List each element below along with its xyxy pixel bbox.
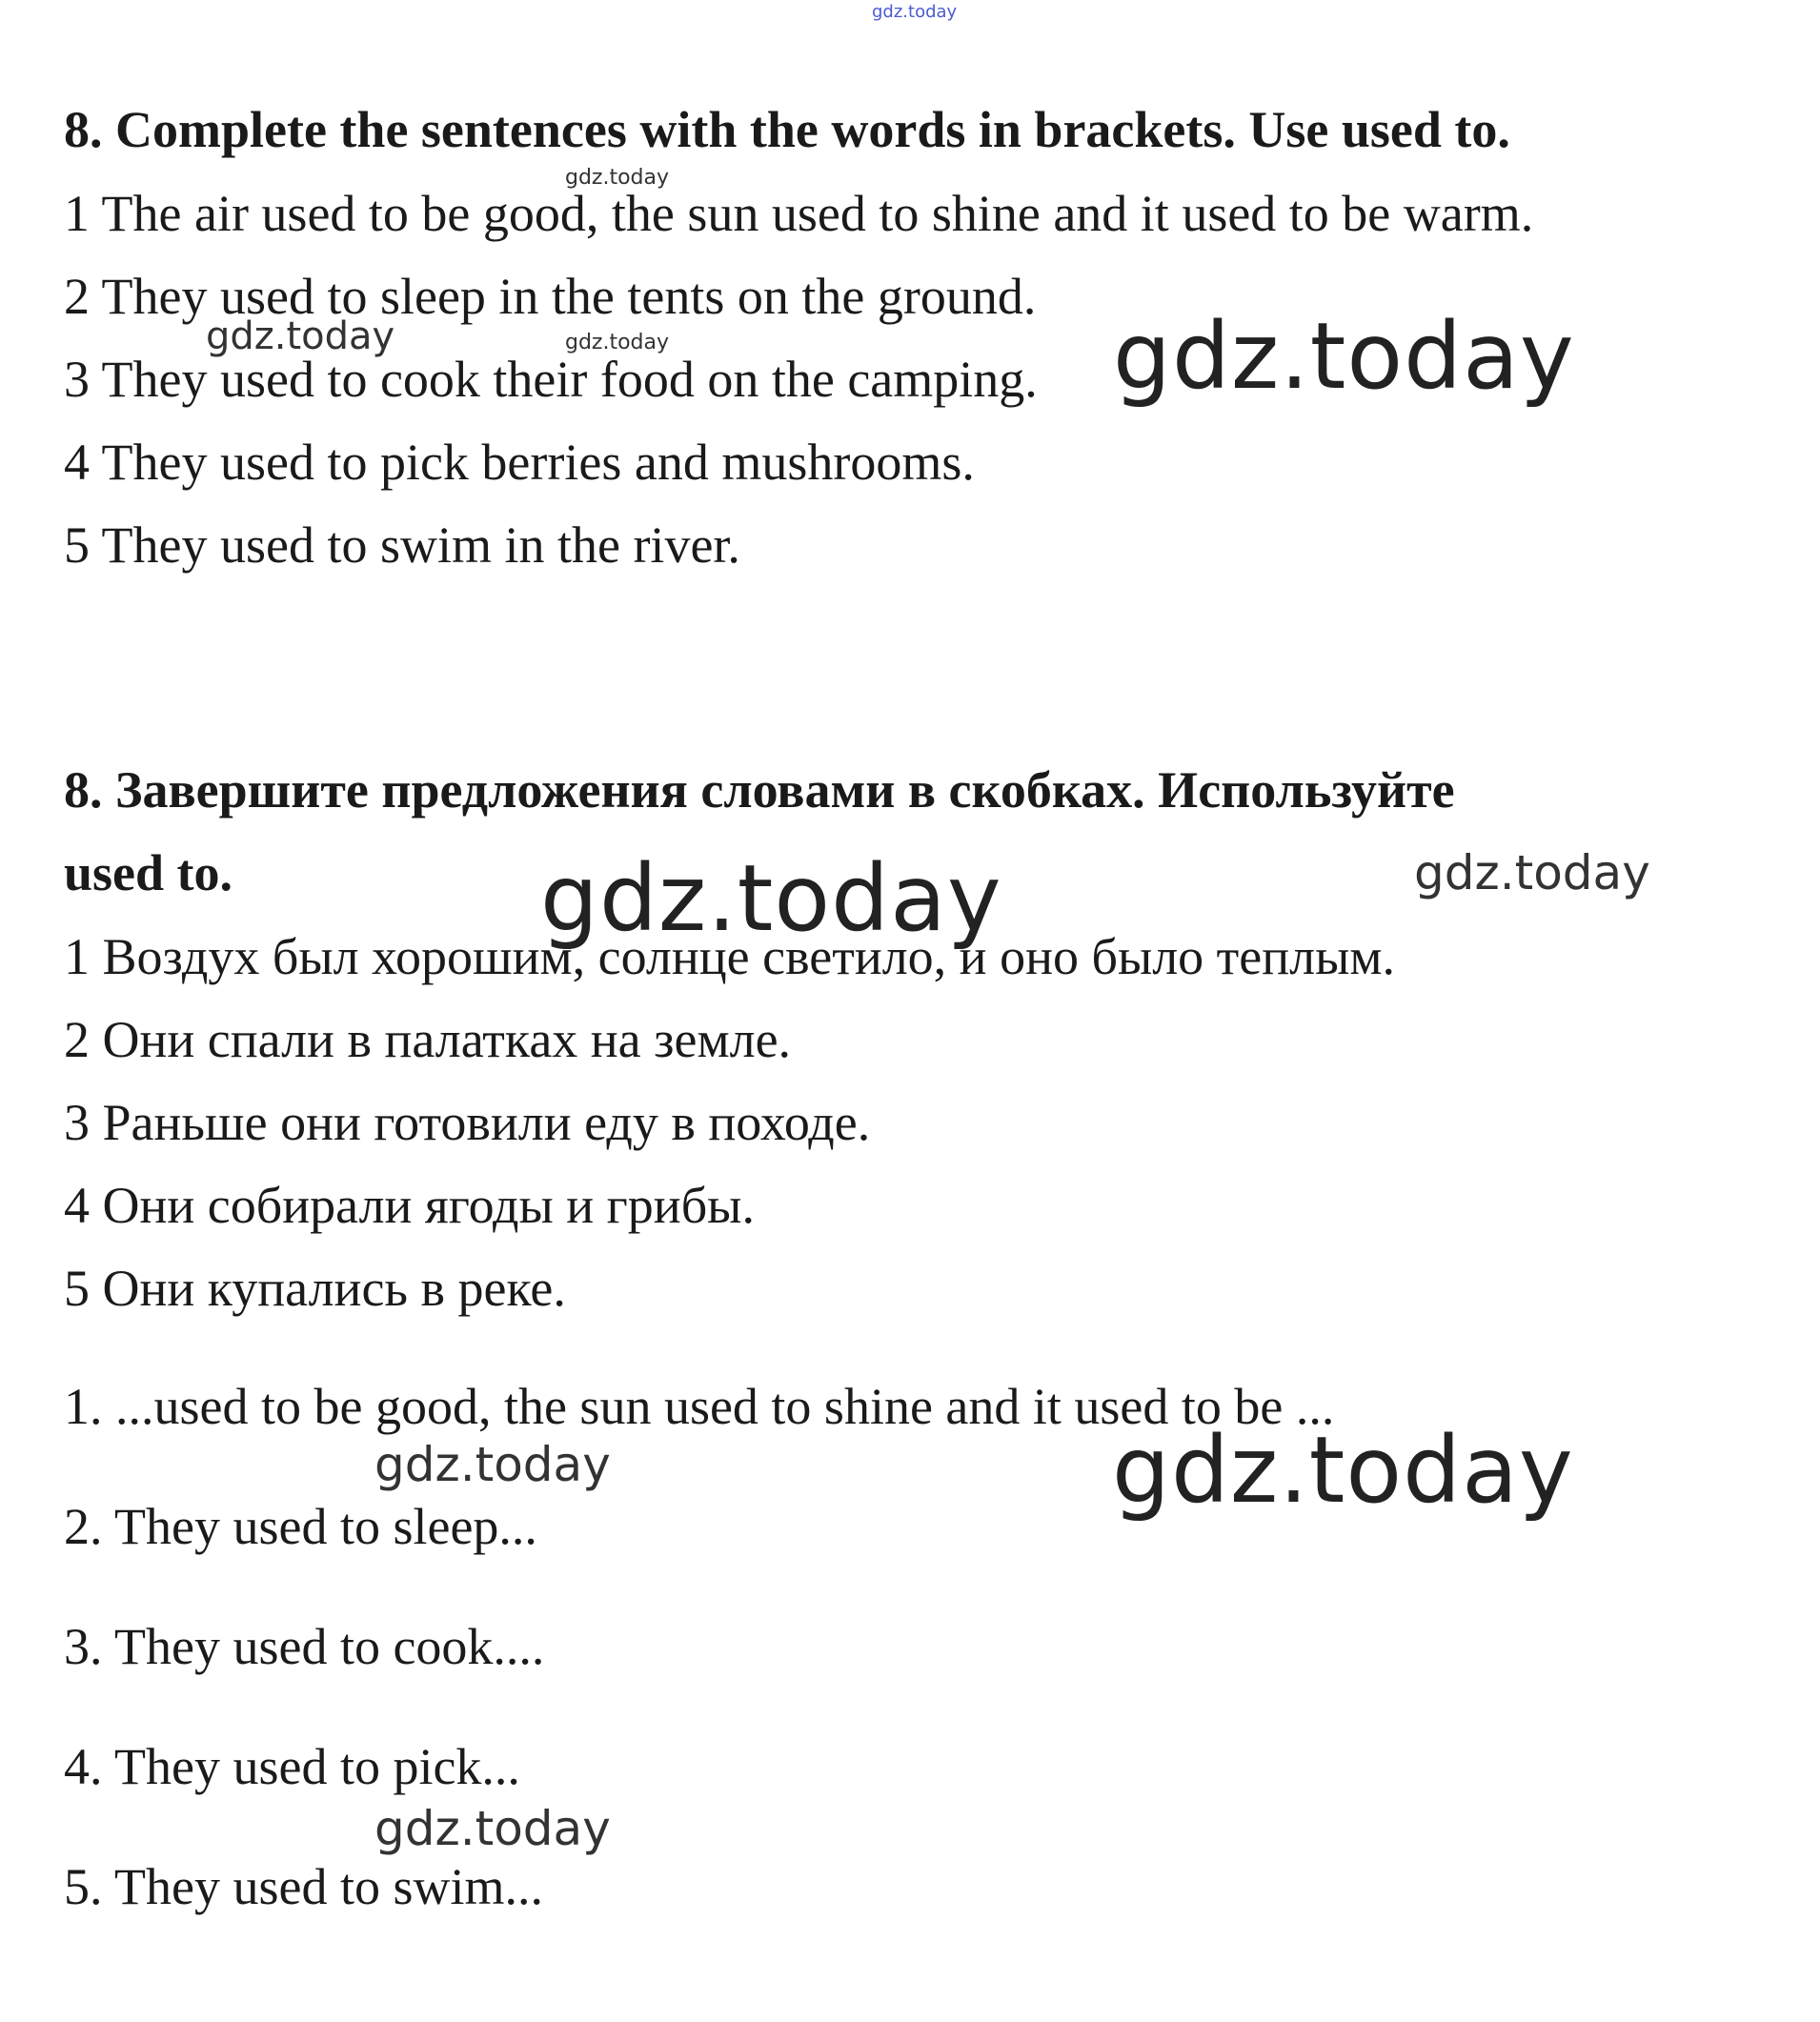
- english-item-4: 4 They used to pick berries and mushrooms.: [64, 434, 975, 491]
- russian-item-2: 2 Они спали в палатках на земле.: [64, 1011, 792, 1068]
- russian-item-3: 3 Раньше они готовили еду в походе.: [64, 1094, 871, 1151]
- watermark-5: gdz.today: [540, 845, 1002, 952]
- watermark-top: gdz.today: [872, 2, 958, 22]
- hint-item-4: 4. They used to pick...: [64, 1738, 520, 1795]
- watermark-8: gdz.today: [1112, 1417, 1574, 1524]
- watermark-1: gdz.today: [565, 166, 670, 190]
- watermark-6: gdz.today: [1414, 845, 1650, 900]
- russian-item-1: 1 Воздух был хорошим, солнце светило, и оно было теплым.: [64, 928, 1396, 985]
- watermark-4: gdz.today: [1113, 303, 1575, 410]
- english-item-1: 1 The air used to be good, the sun used to shine and it used to be warm.: [64, 185, 1534, 242]
- russian-item-4: 4 Они собирали ягоды и грибы.: [64, 1177, 755, 1234]
- watermark-7: gdz.today: [374, 1437, 611, 1492]
- hint-item-2: 2. They used to sleep...: [64, 1498, 537, 1555]
- english-item-2: 2 They used to sleep in the tents on the ground.: [64, 268, 1037, 325]
- hint-item-3: 3. They used to cook....: [64, 1618, 545, 1675]
- russian-heading-line2: used to.: [64, 844, 233, 901]
- watermark-2: gdz.today: [206, 314, 395, 358]
- english-item-5: 5 They used to swim in the river.: [64, 516, 740, 574]
- russian-item-5: 5 Они купались в реке.: [64, 1260, 566, 1317]
- hint-item-1: 1. ...used to be good, the sun used to shine and it used to be ...: [64, 1378, 1335, 1435]
- hint-item-5: 5. They used to swim...: [64, 1858, 543, 1915]
- watermark-3: gdz.today: [565, 331, 670, 354]
- watermark-9: gdz.today: [374, 1801, 611, 1856]
- russian-heading-line1: 8. Завершите предложения словами в скобках. Используйте: [64, 761, 1455, 819]
- english-heading: 8. Complete the sentences with the words in brackets. Use used to.: [64, 101, 1510, 158]
- english-item-3: 3 They used to cook their food on the camping.: [64, 351, 1038, 408]
